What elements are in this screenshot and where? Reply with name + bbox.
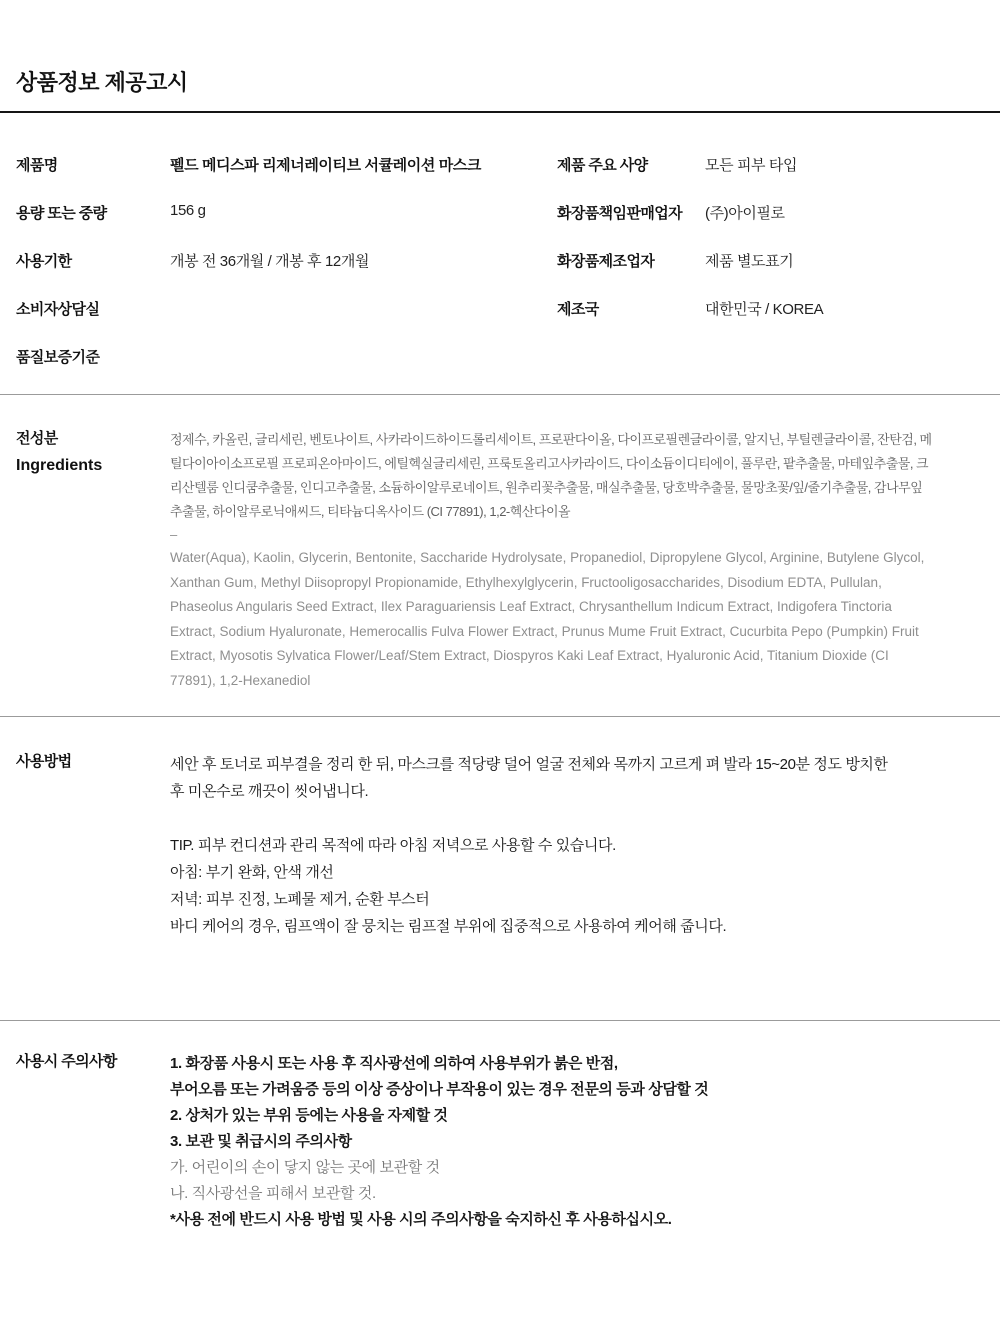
ingredients-english-text: Water(Aqua), Kaolin, Glycerin, Bentonite, Saccharide Hydrolysate, Propanediol, Dipropylene Glycol, Arginine, Butylene Glycol, Xanthan Gum, Methyl Diisopropyl Propionamide, Ethylhexylglycerin, Fructooligosaccharides, Disodium EDTA, Pullulan, Phaseolus Angularis Seed Extract, Ilex Paraguariensis Leaf Extract, Chrysanthellum Indicum Extract, Indigofera Tinctoria Extract, Sodium Hyaluronate, Hemerocallis Fulva Flower Extract, Prunus Mume Fruit Extract, Cucurbita Pepo (Pumpkin) Fruit Extract, Myosotis Sylvatica Flower/Leaf/Stem Extract, Diospyros Kaki Leaf Extract, Hyaluronic Acid, Titanium Dioxide (CI 77891), 1,2-Hexanediol	[170, 550, 925, 688]
page-title: 상품정보 제공고시	[16, 70, 188, 95]
precaution-line-2: 2. 상처가 있는 부위 등에는 사용을 자제할 것	[170, 1107, 448, 1124]
spec-label-weight: 용량 또는 중량	[16, 205, 107, 222]
precautions-label-col	[0, 1051, 170, 1233]
usage-section	[0, 717, 1000, 1020]
ingredients-separator: –	[170, 527, 178, 542]
spec-label-product-name: 제품명	[16, 157, 58, 174]
spec-label-expiration: 사용기한	[16, 253, 72, 270]
usage-paragraph: 세안 후 토너로 피부결을 정리 한 뒤, 마스크를 적당량 덜어 얼굴 전체와 목까지 고르게 펴 발라 15~20분 정도 방치한 후 미온수로 깨끗이 씻어냅니다.	[170, 756, 888, 800]
usage-tip-line: TIP. 피부 컨디션과 관리 목적에 따라 아침 저녁으로 사용할 수 있습니다.	[170, 837, 616, 854]
spec-row-product-name	[16, 154, 540, 202]
usage-evening-line: 저녁: 피부 진정, 노폐물 제거, 순환 부스터	[170, 891, 430, 908]
spec-label-main-spec: 제품 주요 사양	[557, 157, 648, 174]
precaution-line-3a: 가. 어린이의 손이 닿지 않는 곳에 보관할 것	[170, 1159, 440, 1176]
spec-row-country	[557, 298, 984, 346]
spec-row-distributor	[557, 202, 984, 250]
spec-row-quality-standard	[16, 346, 540, 394]
spec-label-country: 제조국	[557, 301, 599, 318]
ingredients-body	[170, 428, 1000, 716]
ingredients-korean-text: 정제수, 카올린, 글리세린, 벤토나이트, 사카라이드하이드롤리세이트, 프로판다이올, 다이프로필렌글라이콜, 알지닌, 부틸렌글라이콜, 잔탄검, 메틸다이아이소프로필 프로피온아마이드, 에틸헥실글리세린, 프룩토올리고사카라이드, 다이소듐이디티에이, 풀루란, 팥추출물, 마테잎추출물, 크리산텔룸 인디쿰추출물, 인디고추출물, 소듐하이알루로네이트, 원추리꽃추출물, 매실추출물, 당호박추출물, 물망초꽃/잎/줄기추출물, 감나무잎추출물, 하이알루로닉애씨드, 티타늄디옥사이드 (CI 77891), 1,2-헥산다이올	[170, 432, 932, 519]
spec-value-country: 대한민국 / KOREA	[705, 301, 824, 318]
precautions-body	[170, 1051, 1000, 1233]
usage-label-col	[0, 751, 170, 1020]
spec-label-quality-standard: 품질보증기준	[16, 349, 100, 366]
title-divider	[0, 111, 1000, 113]
precautions-section	[0, 1021, 1000, 1233]
spec-label-consumer-center: 소비자상담실	[16, 301, 100, 318]
precaution-line-3: 3. 보관 및 취급시의 주의사항	[170, 1133, 352, 1150]
precaution-line-3b: 나. 직사광선을 피해서 보관할 것.	[170, 1185, 376, 1202]
ingredients-label-col	[0, 428, 170, 716]
spec-value-manufacturer: 제품 별도표기	[705, 253, 794, 270]
ingredients-section	[0, 395, 1000, 716]
spec-value-weight: 156 g	[170, 202, 206, 219]
usage-body	[170, 751, 1000, 1020]
precautions-label: 사용시 주의사항	[16, 1053, 117, 1070]
spec-row-expiration	[16, 250, 540, 298]
spec-row-consumer-center	[16, 298, 540, 346]
precaution-line-1: 1. 화장품 사용시 또는 사용 후 직사광선에 의하여 사용부위가 붉은 반점,	[170, 1055, 618, 1072]
product-spec-table	[0, 154, 1000, 394]
spec-value-product-name: 펠드 메디스파 리제너레이티브 서큘레이션 마스크	[170, 157, 481, 174]
spec-label-distributor: 화장품책임판매업자	[557, 205, 683, 222]
spec-value-main-spec: 모든 피부 타입	[705, 157, 798, 174]
spec-value-distributor: (주)아이필로	[705, 205, 785, 222]
spec-row-main-spec	[557, 154, 984, 202]
usage-label: 사용방법	[16, 753, 72, 770]
ingredients-label-ko: 전성분	[16, 430, 58, 447]
spec-value-expiration: 개봉 전 36개월 / 개봉 후 12개월	[170, 253, 370, 270]
spec-column-right	[540, 154, 984, 394]
ingredients-label-en: Ingredients	[16, 457, 103, 474]
spec-row-manufacturer	[557, 250, 984, 298]
spec-label-manufacturer: 화장품제조업자	[557, 253, 655, 270]
spec-column-left	[16, 154, 540, 394]
spec-row-weight	[16, 202, 540, 250]
precaution-footnote: *사용 전에 반드시 사용 방법 및 사용 시의 주의사항을 숙지하신 후 사용하십시오.	[170, 1211, 672, 1228]
usage-body-care-line: 바디 케어의 경우, 림프액이 잘 뭉치는 림프절 부위에 집중적으로 사용하여 케어해 줍니다.	[170, 918, 727, 935]
usage-morning-line: 아침: 부기 완화, 안색 개선	[170, 864, 334, 881]
precaution-line-1-cont: 부어오름 또는 가려움증 등의 이상 증상이나 부작용이 있는 경우 전문의 등과 상담할 것	[170, 1081, 709, 1098]
